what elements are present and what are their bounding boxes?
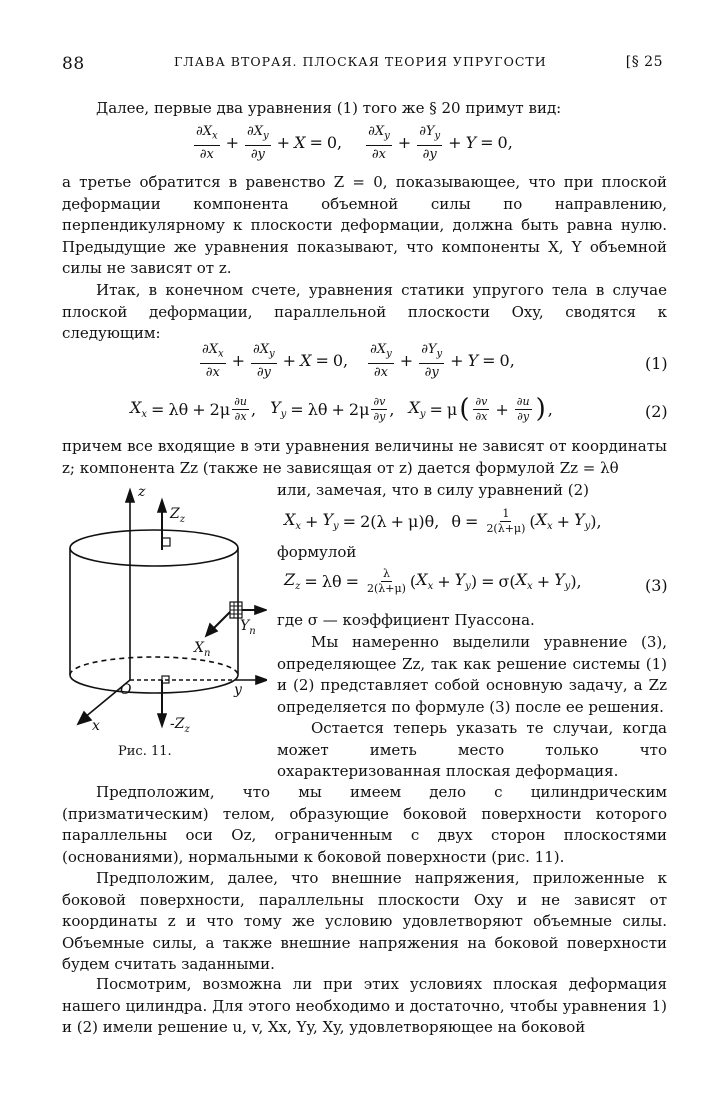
zz-element-square <box>162 538 170 546</box>
chapter-title: ГЛАВА ВТОРАЯ. ПЛОСКАЯ ТЕОРИЯ УПРУГОСТИ <box>174 54 547 69</box>
x-axis-label: x <box>92 718 100 734</box>
page-number: 88 <box>62 54 85 74</box>
y-axis-label: y <box>234 682 242 698</box>
paragraph-8: Мы намеренно выделили уравнение (3), определяющее Zz, так как решение системы (1) и (2) представляет собой основную задачу, а Zz определяется по формуле (3) после ее решения. <box>277 633 667 716</box>
y-axis-arrow <box>256 676 267 684</box>
equation-equilibrium-a: $\frac{\partial X_x}{\partial x}$ + $\frac{\partial X_y}{\partial y}$ + X = 0, $\frac{\partial X_y}{\partial x}$ + $\frac{\partial Y_y}{\partial y}$ + Y = 0, <box>196 124 513 162</box>
cylinder-top-ellipse <box>70 530 238 566</box>
paragraph-10: Предположим, что мы имеем дело с цилиндрическим (призматическим) телом, образующие боковой поверхности которого параллельны оси Oz, ограниченным с двух сторон плоскостями (основаниями), нормальными к боковой поверхности (рис. 11). <box>62 783 667 866</box>
yn-arrow-head <box>255 606 266 614</box>
neg-zz-arrow-head <box>158 714 166 726</box>
cylinder-bottom-front <box>70 675 238 693</box>
paragraph-6: формулой <box>277 543 357 561</box>
zz-label: $Z_z$ <box>170 506 186 525</box>
zz-arrow-head <box>158 500 166 512</box>
z-axis-label: z <box>138 484 146 500</box>
equation-2-label: (2) <box>645 402 668 421</box>
paragraph-7: где σ — коэффициент Пуассона. <box>277 611 535 629</box>
paragraph-2: а третье обратится в равенство Z = 0, показывающее, что при плоской деформации компонента объемной силы по направлению, перпендикулярному к плоскости деформации, должна быть равна нулю. Предыдущие же уравнения показывают, что компоненты X, Y объемной силы не зависят от z. <box>62 173 667 278</box>
equation-2: $X_x$ = λθ + 2μ $\frac{\partial u}{\partial x}$ , $Y_y$ = λθ + 2μ $\frac{\partial v}{\partial y}$ , $X_y$ = μ ( $\frac{\partial v}{\partial x}$ + $\frac{\partial u}{\partial y}$ ) , <box>130 394 553 424</box>
origin-label: O <box>120 682 132 698</box>
equation-1-label: (1) <box>645 354 668 373</box>
paragraph-3: Итак, в конечном счете, уравнения статики упругого тела в случае плоской деформации, параллельной плоскости Oxy, сводятся к следующим: <box>62 281 667 343</box>
section-ref: [§ 25 <box>625 54 663 70</box>
paragraph-5: или, замечая, что в силу уравнений (2) <box>277 481 590 499</box>
equation-1: $\frac{\partial X_x}{\partial x}$ + $\frac{\partial X_y}{\partial y}$ + X = 0, $\frac{\partial X_y}{\partial x}$ + $\frac{\partial Y_y}{\partial y}$ + Y = 0, <box>202 342 515 380</box>
neg-zz-label: $-Z_z$ <box>170 716 190 735</box>
z-axis-arrow <box>126 490 134 502</box>
yn-label: $Y_n$ <box>240 618 256 637</box>
paragraph-9: Остается теперь указать те случаи, когда может иметь место только что охарактеризованная плоская деформация. <box>277 719 667 781</box>
equation-3: $Z_z$ = λθ = $\frac{\lambda}{2(\lambda+\mu)}$ ( $X_x$ + $Y_y$ ) = σ( $X_x$ + $Y_y$ ), <box>284 567 582 595</box>
paragraph-1: Далее, первые два уравнения (1) того же § 20 примут вид: <box>96 99 562 117</box>
xn-arrow-line <box>212 612 230 630</box>
figure-caption: Рис. 11. <box>118 744 172 759</box>
equation-sum: $X_x$ + $Y_y$ = 2(λ + μ)θ, θ = $\frac{1}{2(\lambda+\mu)}$ ( $X_x$ + $Y_y$ ), <box>284 507 602 535</box>
xn-label: $X_n$ <box>194 640 211 659</box>
equation-3-label: (3) <box>645 576 668 595</box>
cylinder-bottom-back <box>70 657 238 675</box>
paragraph-12: Посмотрим, возможна ли при этих условиях плоская деформация нашего цилиндра. Для этого необходимо и достаточно, чтобы уравнения 1) и (2) имели решение u, v, Xx, Yy, Xy, удовлетворяющее на боковой <box>62 975 667 1037</box>
figure-cylinder <box>62 480 267 770</box>
paragraph-4: причем все входящие в эти уравнения величины не зависят от координаты z; компонента Zz (также не зависящая от z) дается формулой Zz = λθ <box>62 437 667 477</box>
paragraph-11: Предположим, далее, что внешние напряжения, приложенные к боковой поверхности, параллельны плоскости Oxy и не зависят от координаты z и что тому же условию удовлетворяют объемные силы. Объемные силы, а также внешние напряжения на боковой поверхности будем считать заданными. <box>62 869 667 974</box>
